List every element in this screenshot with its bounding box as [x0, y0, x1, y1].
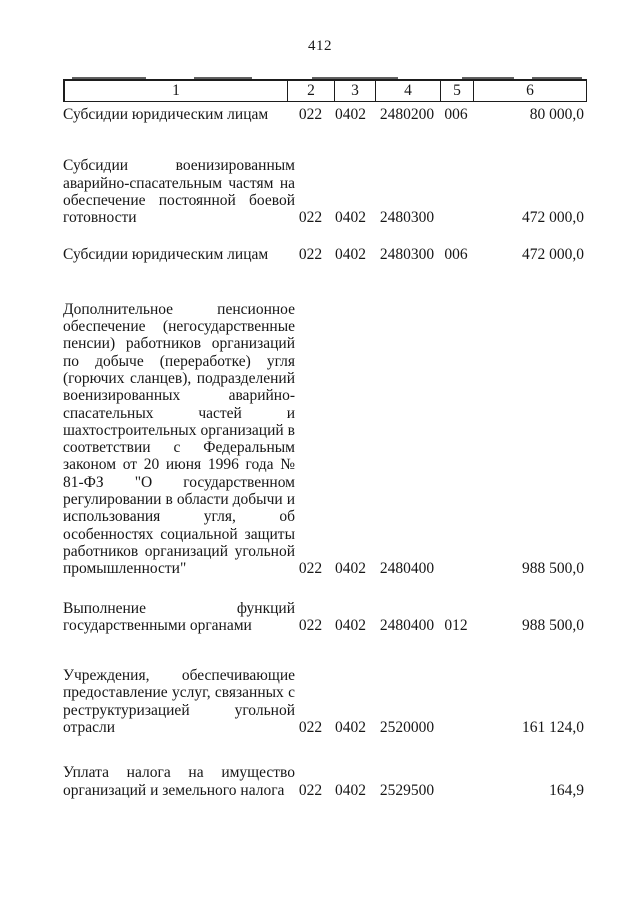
row-target-item-code: 2529500: [379, 781, 435, 799]
row-expense-type-code: 006: [444, 246, 468, 264]
row-expense-name: Субсидии юридическим лицам: [63, 246, 269, 264]
table-row: [63, 301, 640, 578]
header-cell-4: 4: [375, 81, 440, 101]
row-target-item-code: 2480300: [379, 246, 435, 264]
row-target-item-code: 2480400: [379, 616, 435, 634]
row-expense-name: Учреждения, обеспечивающие предоставление услуг, связанных с реструктуризацией угольной отрасли: [63, 667, 295, 737]
row-expense-name: Выполнение функций государственными органами: [63, 599, 295, 634]
scan-artifact: [462, 77, 514, 79]
row-amount: 472 000,0: [522, 246, 584, 264]
table-row: [63, 764, 640, 799]
row-section-code: 0402: [335, 781, 366, 799]
table-row: [63, 667, 640, 736]
row-expense-name: Субсидии военизированным аварийно-спасательным частям на обеспечение постоянной боевой готовности: [63, 157, 295, 227]
row-section-code: 0402: [335, 616, 366, 634]
row-target-item-code: 2480200: [379, 106, 435, 123]
table-row: [63, 246, 640, 263]
table-header-row: [63, 79, 587, 102]
row-chief-admin-code: 022: [298, 560, 323, 578]
row-chief-admin-code: 022: [298, 719, 323, 737]
row-chief-admin-code: 022: [298, 616, 323, 634]
table-row: [63, 157, 640, 226]
table-body: [0, 106, 640, 799]
row-expense-type-code: 012: [444, 616, 468, 634]
row-chief-admin-code: 022: [298, 246, 323, 264]
row-expense-name: Дополнительное пенсионное обеспечение (негосударственные пенсии) работников организаций по добыче (переработке) угля (горючих сланцев), подразделений военизированных аварийно-спасательных частей и шахтостроительных организаций в соответствии с Федеральным законом от 20 июня 1996 года № 81-ФЗ "О государственном регулировании в области добычи и использования угля, об особенностях социальной защиты работников организаций угольной промышленности": [63, 300, 295, 578]
row-section-code: 0402: [335, 719, 366, 737]
scan-artifact: [72, 77, 146, 79]
page-number: 412: [308, 38, 332, 54]
row-chief-admin-code: 022: [298, 781, 323, 799]
row-section-code: 0402: [335, 560, 366, 578]
header-cell-6: 6: [473, 81, 586, 101]
scan-artifact: [312, 77, 398, 79]
row-chief-admin-code: 022: [298, 209, 323, 227]
row-amount: 988 500,0: [522, 560, 584, 578]
row-amount: 80 000,0: [529, 106, 584, 123]
header-cell-2: 2: [287, 81, 334, 101]
row-expense-name: Уплата налога на имущество организаций и земельного налога: [63, 764, 295, 799]
row-chief-admin-code: 022: [298, 106, 323, 123]
table-row: [63, 600, 640, 635]
row-amount: 161 124,0: [522, 719, 584, 737]
scan-artifact: [532, 77, 582, 79]
row-section-code: 0402: [335, 106, 366, 123]
row-expense-name: Субсидии юридическим лицам: [63, 106, 269, 123]
header-cell-1: 1: [64, 81, 287, 101]
row-amount: 164,9: [549, 781, 584, 799]
scan-artifact: [194, 77, 252, 79]
row-target-item-code: 2520000: [379, 719, 435, 737]
row-amount: 472 000,0: [522, 209, 584, 227]
row-section-code: 0402: [335, 246, 366, 264]
row-amount: 988 500,0: [522, 616, 584, 634]
header-cell-3: 3: [334, 81, 375, 101]
row-target-item-code: 2480400: [379, 560, 435, 578]
row-section-code: 0402: [335, 209, 366, 227]
table-row: [63, 106, 640, 123]
row-expense-type-code: 006: [444, 106, 468, 123]
row-target-item-code: 2480300: [379, 209, 435, 227]
header-cell-5: 5: [440, 81, 473, 101]
